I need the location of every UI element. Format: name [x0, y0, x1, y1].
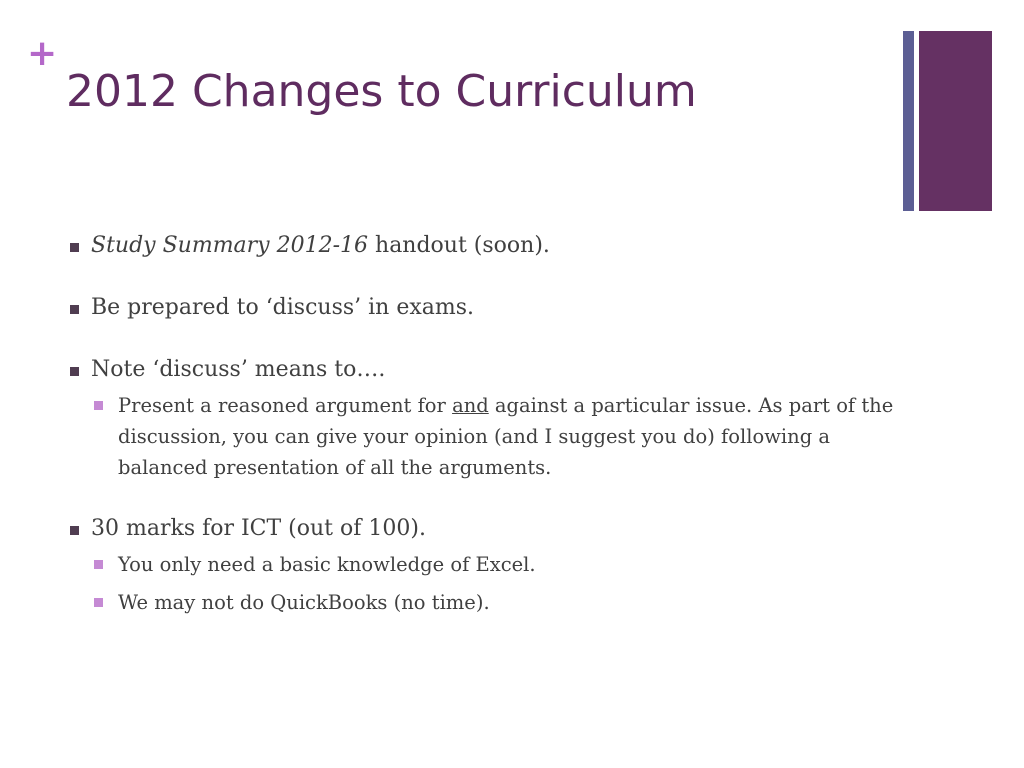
sub-bullet-text-before: Present a reasoned argument for [118, 394, 453, 417]
bullet-text: handout (soon). [368, 233, 550, 258]
bullet-text: Be prepared to ‘discuss’ in exams. [91, 295, 475, 320]
sub-bullet-text-after: against a particular issue. As part of the discussion, you can give your opinion (and I suggest you do) following a balanced presentation of all the arguments. [118, 394, 894, 479]
bullet-item [66, 292, 896, 324]
square-sub-bullet-icon [94, 598, 103, 607]
bullet-item [66, 513, 896, 618]
slide-title: 2012 Changes to Curriculum [66, 66, 697, 117]
decorative-bar-wide [919, 31, 992, 211]
square-sub-bullet-icon [94, 560, 103, 569]
sub-bullet-text: You only need a basic knowledge of Excel. [118, 553, 536, 576]
sub-bullet-text: We may not do QuickBooks (no time). [118, 591, 490, 614]
square-bullet-icon [70, 526, 79, 535]
sub-bullet-item [91, 390, 896, 483]
bullet-item [66, 354, 896, 483]
plus-icon: + [27, 33, 58, 74]
sub-bullet-item [91, 549, 896, 580]
square-sub-bullet-icon [94, 401, 103, 410]
sub-bullet-list [91, 390, 896, 483]
bullet-list [66, 230, 896, 618]
bullet-text: Note ‘discuss’ means to…. [91, 357, 386, 382]
bullet-text: 30 marks for ICT (out of 100). [91, 516, 426, 541]
square-bullet-icon [70, 305, 79, 314]
sub-bullet-item [91, 587, 896, 618]
sub-bullet-list [91, 549, 896, 618]
handout-title: Study Summary 2012-16 [91, 233, 369, 258]
bullet-item [66, 230, 896, 262]
square-bullet-icon [70, 243, 79, 252]
decorative-bar-thin [903, 31, 914, 211]
sub-bullet-underlined-word: and [452, 394, 489, 417]
square-bullet-icon [70, 367, 79, 376]
